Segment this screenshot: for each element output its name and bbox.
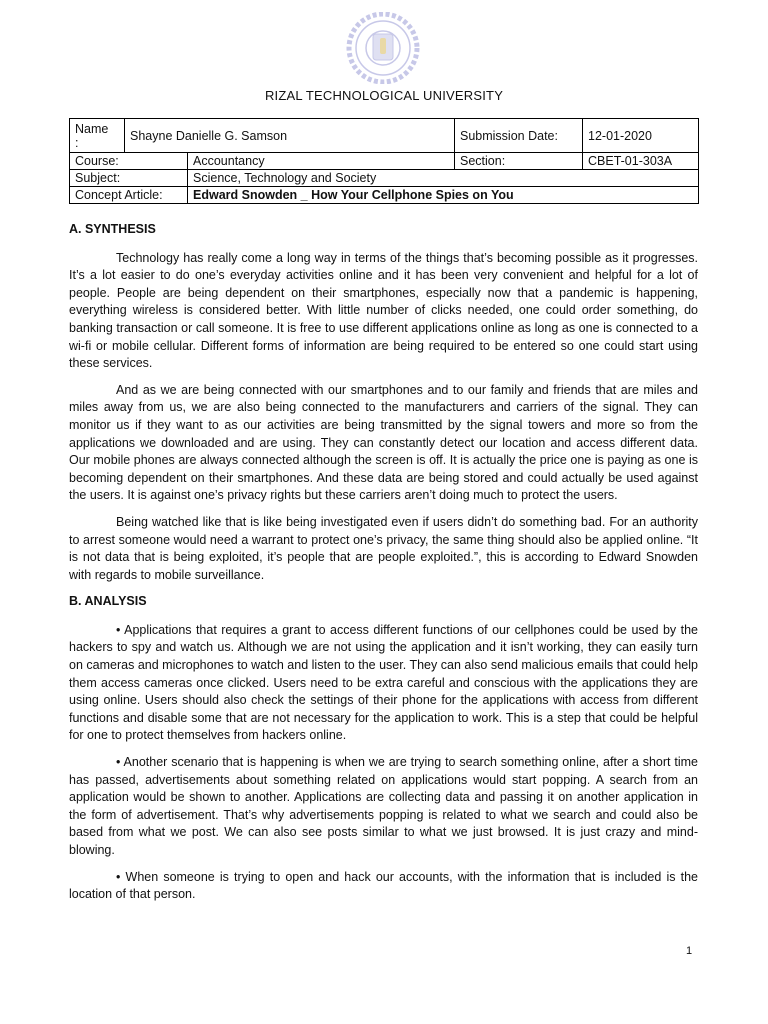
university-seal-icon — [329, 12, 437, 84]
analysis-heading: B. ANALYSIS — [69, 594, 147, 609]
student-info-table — [69, 118, 699, 204]
submission-date-label: Submission Date: — [455, 119, 583, 153]
synthesis-heading: A. SYNTHESIS — [69, 222, 156, 236]
course-label: Course: — [70, 153, 188, 170]
concept-article-label: Concept Article: — [70, 187, 188, 204]
subject-label: Subject: — [70, 170, 188, 187]
submission-date-value: 12-01-2020 — [583, 119, 699, 153]
name-value: Shayne Danielle G. Samson — [125, 119, 455, 153]
synthesis-paragraph: Being watched like that is like being investigated even if users didn’t do something bad. For an authority to arrest someone would need a warrant to protect one’s privacy, the same thing should also be applied online. “It is not data that is being exploited, it’s people that are people exploited.”, this is according to Edward Snowden with regards to mobile surveillance. — [69, 514, 698, 582]
concept-article-value: Edward Snowden _ How Your Cellphone Spies on You — [188, 187, 699, 204]
analysis-paragraph: • Applications that requires a grant to access different functions of our cellphones could be used by the hackers to spy and watch us. Although we are not using the application and it isn’t working, they can easily turn on cameras and microphones to watch and listen to the user. They can also send malicious emails that could help them access cameras once clicked. Users need to be extra careful and conscious with the applications they are using online. Users should also check the settings of their phone for the applications with access from different functions and disable some that are not necessary for the application to work. This is a step that could be helpful for one to protect themselves from hackers online. — [69, 622, 698, 743]
document-body — [69, 221, 698, 913]
synthesis-paragraph: Technology has really come a long way in terms of the things that’s becoming possible as it progresses. It’s a lot easier to do one’s everyday activities online and it has been very convenient and helpful for a lot of people. People are being dependent on their smartphones, especially now that a pandemic is happening, everything wireless is considered better. With little number of clicks needed, one could order something, do banking transaction or call someone. It is free to use different applications online as long as one is connected to a wi-fi or mobile cellular. Different forms of information are being required to be entered so one could start using these services. — [69, 250, 698, 371]
course-value: Accountancy — [188, 153, 455, 170]
subject-value: Science, Technology and Society — [188, 170, 699, 187]
section-label: Section: — [455, 153, 583, 170]
section-value: CBET-01-303A — [583, 153, 699, 170]
name-label: Name : — [70, 119, 125, 153]
analysis-paragraph: • Another scenario that is happening is when we are trying to search something online, after a short time has passed, advertisements about something related on applications would start popping. A search from an application would be shown to another. Applications are collecting data and passing it on another application in the form of advertisement. That’s why advertisements popping is related to what we search and could also be based from what we post. We can also see posts similar to what we just browsed. It is just crazy and mind-blowing. — [69, 755, 698, 857]
page-number: 1 — [686, 945, 693, 957]
synthesis-paragraph: And as we are being connected with our smartphones and to our family and friends that are miles and miles away from us, we are also being connected to the manufacturers and carriers of the signal. They can monitor us if they want to as our activities are being transmitted by the signal towers and more so from the applications we downloaded and are using. They can constantly detect our location and access different data. Our mobile phones are always connected although the screen is off. It is actually the price one is paying as one is becoming dependent on their smartphones. And these data are being stored and could actually be used against the users. It is against one’s privacy rights but these carriers aren’t doing much to protect the users. — [69, 382, 698, 503]
university-name: RIZAL TECHNOLOGICAL UNIVERSITY — [264, 88, 504, 103]
analysis-paragraph: • When someone is trying to open and hack our accounts, with the information that is included is the location of that person. — [69, 869, 698, 902]
